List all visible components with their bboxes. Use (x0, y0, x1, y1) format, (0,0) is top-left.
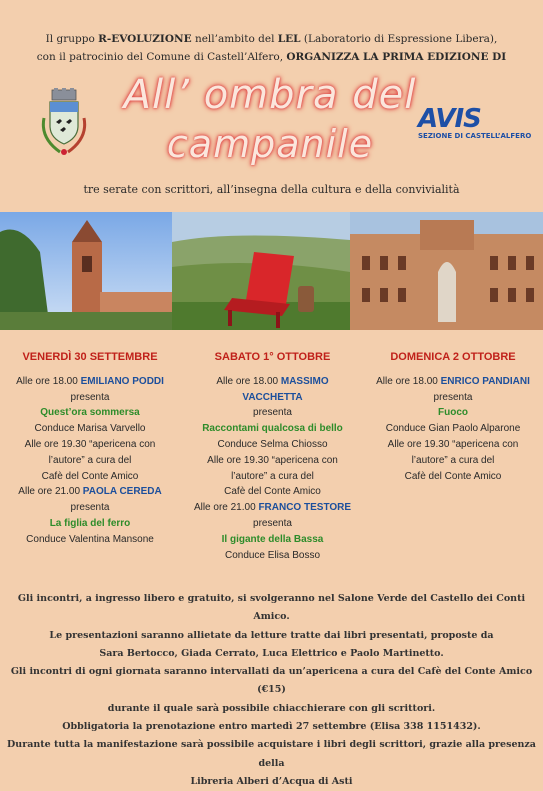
footer-line: Obbligatoria la prenotazione entro martedì 27 settembre (Elisa 338 1151432). (62, 721, 481, 733)
program-line: Alle ore 18.00 MASSIMO VACCHETTA (216, 375, 329, 403)
day-heading: DOMENICA 2 OTTOBRE (390, 351, 516, 363)
church-bell-tower-photo (0, 212, 172, 330)
coat-of-arms-icon (38, 88, 90, 160)
program-line: Conduce Selma Chiosso (217, 438, 328, 450)
program-line: presenta (70, 391, 110, 403)
program-line: Alle ore 18.00 EMILIANO PODDI (16, 375, 164, 387)
program-day-1 (10, 350, 170, 548)
program-line: Conduce Gian Paolo Alparone (385, 423, 521, 435)
book-title: Fuoco (438, 407, 468, 419)
avis-logo-text: AVIS (418, 104, 481, 134)
day-heading: SABATO 1° OTTOBRE (214, 351, 331, 363)
program-day-3 (368, 350, 538, 484)
program-line: Alle ore 19.30 “apericena con (207, 454, 338, 466)
castle-facade-photo (350, 212, 543, 330)
photo-strip (0, 212, 543, 330)
intro-line-2: con il patrocinio del Comune di Castell’Alfero, ORGANIZZA LA PRIMA EDIZIONE DI (36, 51, 507, 63)
footer-line: Gli incontri, a ingresso libero e gratuito, si svolgeranno nel Salone Verde del Castello dei Conti Amico. (17, 593, 526, 623)
footer-line: Gli incontri di ogni giornata saranno intervallati da un’apericena a cura del Cafè del Conte Amico (€15) (10, 666, 533, 696)
avis-logo (418, 104, 532, 142)
avis-sezione-text: SEZIONE DI CASTELL’ALFERO (418, 132, 532, 140)
footer-line: Sara Bertocco, Giada Cerrato, Luca Elettrico e Paolo Martinetto. (99, 647, 444, 659)
program-line: Conduce Elisa Bosso (224, 549, 321, 561)
program-line: Cafè del Conte Amico (224, 486, 321, 498)
program-line: Alle ore 19.30 “apericena con (387, 438, 519, 450)
program-line: Alle ore 18.00 ENRICO PANDIANI (376, 375, 530, 387)
program-day-2 (185, 350, 360, 563)
author-name: ENRICO PANDIANI (440, 375, 530, 387)
book-title: Quest’ora sommersa (40, 407, 140, 419)
event-title-line-1: All’ ombra del (123, 72, 417, 118)
author-name: FRANCO TESTORE (258, 502, 352, 514)
footer-info (0, 590, 543, 791)
day-heading: VENERDÌ 30 SETTEMBRE (22, 351, 158, 363)
tagline: tre serate con scrittori, all’insegna della cultura e della convivialità (83, 183, 460, 196)
book-title: Raccontami qualcosa di bello (202, 423, 343, 435)
author-name: PAOLA CEREDA (82, 486, 162, 498)
program-line: presenta (70, 502, 110, 514)
program-line: presenta (253, 407, 292, 419)
program-line: presenta (433, 391, 473, 403)
footer-line: Le presentazioni saranno allietate da letture tratte dai libri presentati, proposte da (49, 629, 494, 641)
program-line: Conduce Marisa Varvello (34, 423, 146, 435)
author-name: EMILIANO PODDI (80, 375, 164, 387)
author-name: MASSIMO VACCHETTA (242, 375, 329, 403)
giant-red-chair-photo (172, 212, 350, 330)
program-line: l’autore” a cura del (411, 454, 495, 466)
program-line: l’autore” a cura del (48, 454, 132, 466)
program-line: Conduce Valentina Mansone (26, 533, 154, 545)
program-line: l’autore” a cura del (231, 470, 314, 482)
program-line: presenta (253, 517, 292, 529)
program-line: Cafè del Conte Amico (404, 470, 502, 482)
footer-line: Libreria Alberi d’Acqua di Asti (190, 775, 353, 787)
event-title-line-2: campanile (166, 122, 374, 166)
footer-line: Durante tutta la manifestazione sarà possibile acquistare i libri degli scrittori, grazie alla presenza della (7, 739, 536, 769)
program-line: Alle ore 21.00 PAOLA CEREDA (18, 486, 162, 498)
intro-text (0, 30, 543, 66)
program-line: Alle ore 21.00 FRANCO TESTORE (193, 502, 352, 514)
book-title: La figlia del ferro (49, 517, 131, 529)
footer-line: durante il quale sarà possibile chiacchierare con gli scrittori. (107, 702, 436, 714)
program-line: Cafè del Conte Amico (41, 470, 139, 482)
book-title: Il gigante della Bassa (221, 533, 324, 545)
program-line: Alle ore 19.30 “apericena con (24, 438, 156, 450)
intro-line-1: Il gruppo R-EVOLUZIONE nell’ambito del LEL (Laboratorio di Espressione Libera), (45, 33, 498, 45)
